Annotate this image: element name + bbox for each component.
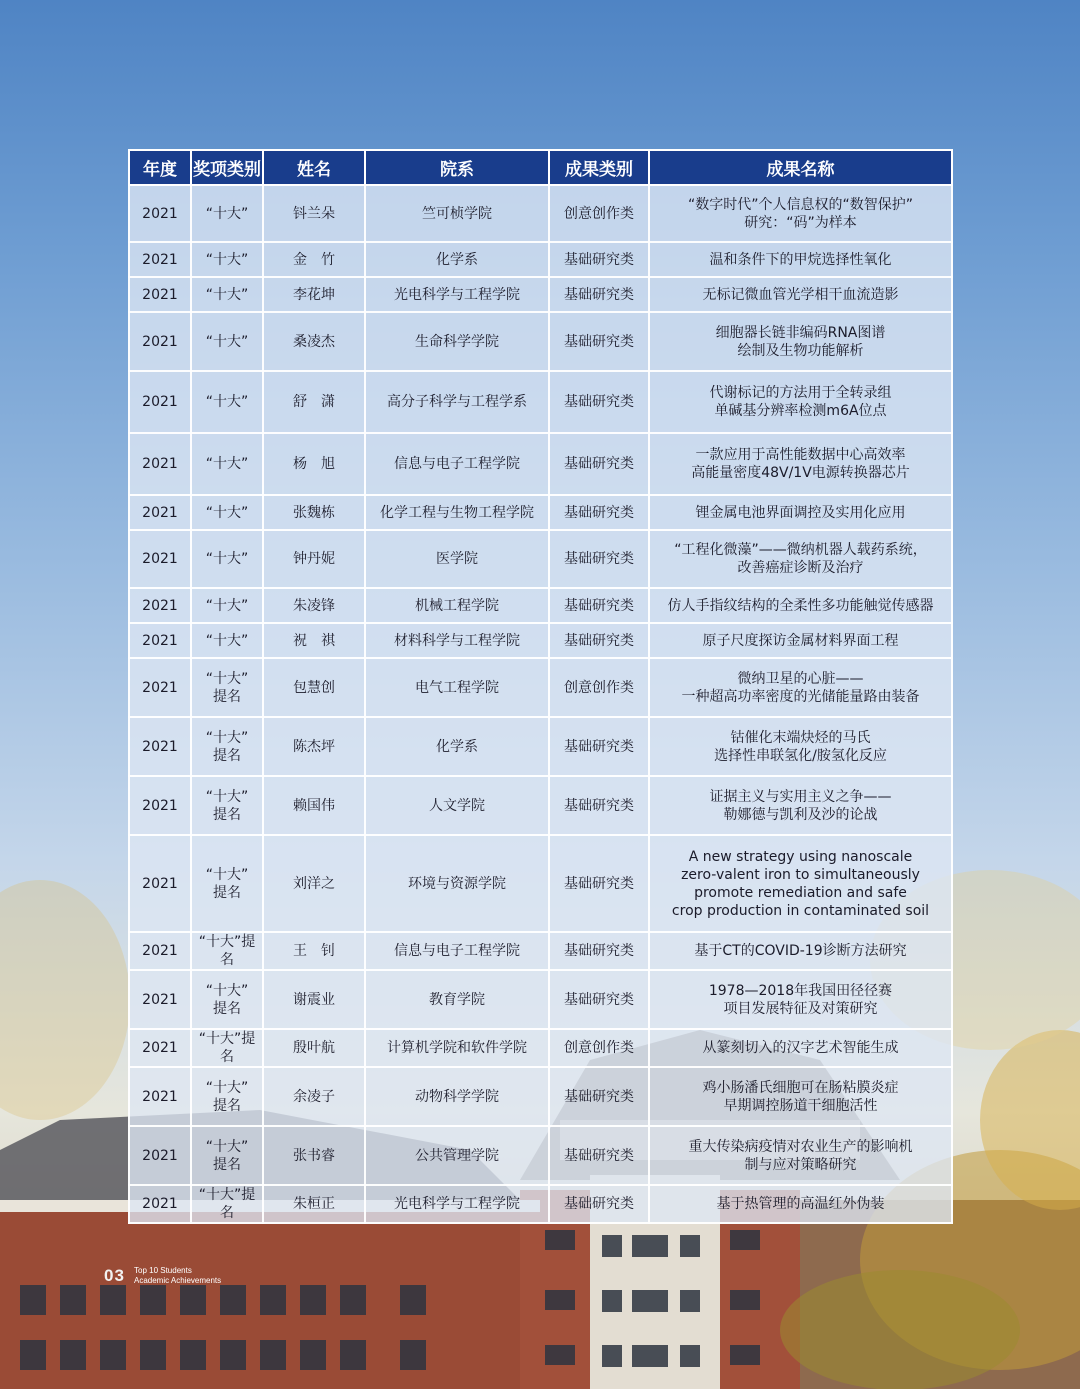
table-row	[129, 835, 952, 932]
cell-dept: 化学系	[365, 242, 549, 277]
cell-year: 2021	[129, 970, 191, 1029]
cell-year: 2021	[129, 623, 191, 658]
cell-name: 张魏栋	[263, 495, 365, 530]
cell-dept: 医学院	[365, 530, 549, 588]
cell-dept: 信息与电子工程学院	[365, 433, 549, 495]
cell-year: 2021	[129, 588, 191, 623]
cell-year: 2021	[129, 277, 191, 312]
achievements-table	[128, 149, 953, 1224]
cell-award: “十大”	[191, 433, 263, 495]
cell-type: 基础研究类	[549, 623, 649, 658]
table-row	[129, 495, 952, 530]
cell-dept: 公共管理学院	[365, 1126, 549, 1185]
table-row	[129, 185, 952, 242]
cell-award: “十大”提名	[191, 1185, 263, 1223]
cell-year: 2021	[129, 717, 191, 776]
cell-name: 余凌子	[263, 1067, 365, 1126]
cell-dept: 化学系	[365, 717, 549, 776]
table-row	[129, 932, 952, 970]
cell-type: 基础研究类	[549, 776, 649, 835]
cell-name: 李花坤	[263, 277, 365, 312]
table-row	[129, 277, 952, 312]
cell-award: “十大”	[191, 623, 263, 658]
cell-type: 基础研究类	[549, 371, 649, 433]
table-row	[129, 1067, 952, 1126]
footer-caption-line-2: Academic Achievements	[134, 1276, 222, 1285]
table-row	[129, 371, 952, 433]
cell-award: “十大” 提名	[191, 835, 263, 932]
table-row	[129, 776, 952, 835]
cell-dept: 动物科学学院	[365, 1067, 549, 1126]
cell-title: 鸡小肠潘氏细胞可在肠粘膜炎症 早期调控肠道干细胞活性	[649, 1067, 952, 1126]
cell-type: 基础研究类	[549, 588, 649, 623]
cell-name: 赖国伟	[263, 776, 365, 835]
cell-name: 包慧创	[263, 658, 365, 717]
cell-type: 基础研究类	[549, 433, 649, 495]
cell-type: 基础研究类	[549, 530, 649, 588]
table-row	[129, 433, 952, 495]
cell-title: 代谢标记的方法用于全转录组 单碱基分辨率检测m6A位点	[649, 371, 952, 433]
cell-dept: 竺可桢学院	[365, 185, 549, 242]
cell-name: 殷叶航	[263, 1029, 365, 1067]
cell-title: 原子尺度探访金属材料界面工程	[649, 623, 952, 658]
cell-type: 创意创作类	[549, 1029, 649, 1067]
table-row	[129, 658, 952, 717]
cell-award: “十大”	[191, 495, 263, 530]
table-header-row	[129, 150, 952, 185]
footer-caption-line-1: Top 10 Students	[134, 1266, 192, 1275]
cell-year: 2021	[129, 1126, 191, 1185]
cell-dept: 化学工程与生物工程学院	[365, 495, 549, 530]
cell-year: 2021	[129, 1185, 191, 1223]
cell-name: 钟丹妮	[263, 530, 365, 588]
cell-type: 基础研究类	[549, 495, 649, 530]
cell-title: 温和条件下的甲烷选择性氧化	[649, 242, 952, 277]
table-row	[129, 530, 952, 588]
cell-dept: 光电科学与工程学院	[365, 1185, 549, 1223]
cell-name: 祝 祺	[263, 623, 365, 658]
cell-name: 刘洋之	[263, 835, 365, 932]
cell-dept: 光电科学与工程学院	[365, 277, 549, 312]
cell-title: 无标记微血管光学相干血流造影	[649, 277, 952, 312]
cell-type: 基础研究类	[549, 835, 649, 932]
cell-year: 2021	[129, 433, 191, 495]
cell-type: 基础研究类	[549, 717, 649, 776]
footer-caption	[134, 1266, 221, 1286]
table-row	[129, 1029, 952, 1067]
cell-award: “十大”	[191, 185, 263, 242]
cell-name: 谢震业	[263, 970, 365, 1029]
table-row	[129, 242, 952, 277]
cell-type: 创意创作类	[549, 658, 649, 717]
cell-year: 2021	[129, 312, 191, 371]
cell-award: “十大” 提名	[191, 970, 263, 1029]
cell-type: 基础研究类	[549, 1067, 649, 1126]
cell-type: 基础研究类	[549, 242, 649, 277]
cell-dept: 材料科学与工程学院	[365, 623, 549, 658]
cell-type: 基础研究类	[549, 1126, 649, 1185]
cell-title: 基于CT的COVID-19诊断方法研究	[649, 932, 952, 970]
cell-title: “工程化微藻”——微纳机器人载药系统， 改善癌症诊断及治疗	[649, 530, 952, 588]
cell-title: 仿人手指纹结构的全柔性多功能触觉传感器	[649, 588, 952, 623]
cell-award: “十大” 提名	[191, 1126, 263, 1185]
cell-year: 2021	[129, 185, 191, 242]
cell-title: 证据主义与实用主义之争—— 勒娜德与凯利及沙的论战	[649, 776, 952, 835]
cell-name: 张书睿	[263, 1126, 365, 1185]
table-row	[129, 970, 952, 1029]
page-footer	[104, 1266, 324, 1292]
cell-name: 桑凌杰	[263, 312, 365, 371]
cell-title: 重大传染病疫情对农业生产的影响机 制与应对策略研究	[649, 1126, 952, 1185]
cell-name: 陈杰坪	[263, 717, 365, 776]
achievements-table-container	[128, 149, 951, 1224]
cell-year: 2021	[129, 835, 191, 932]
header-year: 年度	[129, 150, 191, 185]
cell-award: “十大” 提名	[191, 658, 263, 717]
cell-type: 基础研究类	[549, 970, 649, 1029]
cell-award: “十大”	[191, 371, 263, 433]
cell-year: 2021	[129, 932, 191, 970]
cell-dept: 环境与资源学院	[365, 835, 549, 932]
table-row	[129, 1126, 952, 1185]
cell-title: 一款应用于高性能数据中心高效率 高能量密度48V/1V电源转换器芯片	[649, 433, 952, 495]
table-row	[129, 1185, 952, 1223]
header-award-category: 奖项类别	[191, 150, 263, 185]
page-number: 03	[104, 1266, 125, 1285]
cell-name: 王 钊	[263, 932, 365, 970]
cell-name: 舒 潇	[263, 371, 365, 433]
cell-name: 朱凌锋	[263, 588, 365, 623]
cell-title: 从篆刻切入的汉字艺术智能生成	[649, 1029, 952, 1067]
cell-dept: 机械工程学院	[365, 588, 549, 623]
cell-year: 2021	[129, 371, 191, 433]
cell-award: “十大”提名	[191, 932, 263, 970]
cell-type: 基础研究类	[549, 277, 649, 312]
header-department: 院系	[365, 150, 549, 185]
cell-name: 朱桓正	[263, 1185, 365, 1223]
cell-type: 基础研究类	[549, 932, 649, 970]
cell-award: “十大” 提名	[191, 717, 263, 776]
cell-award: “十大”	[191, 277, 263, 312]
cell-year: 2021	[129, 1067, 191, 1126]
table-row	[129, 312, 952, 371]
cell-dept: 计算机学院和软件学院	[365, 1029, 549, 1067]
cell-year: 2021	[129, 242, 191, 277]
cell-award: “十大”	[191, 312, 263, 371]
table-row	[129, 588, 952, 623]
cell-dept: 人文学院	[365, 776, 549, 835]
cell-type: 基础研究类	[549, 1185, 649, 1223]
cell-title: 1978—2018年我国田径径赛 项目发展特征及对策研究	[649, 970, 952, 1029]
table-row	[129, 623, 952, 658]
cell-year: 2021	[129, 1029, 191, 1067]
cell-award: “十大” 提名	[191, 776, 263, 835]
cell-name: 杨 旭	[263, 433, 365, 495]
cell-title: 细胞器长链非编码RNA图谱 绘制及生物功能解析	[649, 312, 952, 371]
cell-type: 创意创作类	[549, 185, 649, 242]
cell-title: “数字时代”个人信息权的“数智保护” 研究：“码”为样本	[649, 185, 952, 242]
cell-year: 2021	[129, 776, 191, 835]
header-achievement-title: 成果名称	[649, 150, 952, 185]
cell-award: “十大”提名	[191, 1029, 263, 1067]
cell-title: 锂金属电池界面调控及实用化应用	[649, 495, 952, 530]
cell-title: 钴催化末端炔烃的马氏 选择性串联氢化/胺氢化反应	[649, 717, 952, 776]
cell-year: 2021	[129, 658, 191, 717]
cell-dept: 教育学院	[365, 970, 549, 1029]
table-row	[129, 717, 952, 776]
cell-dept: 电气工程学院	[365, 658, 549, 717]
header-name: 姓名	[263, 150, 365, 185]
cell-award: “十大” 提名	[191, 1067, 263, 1126]
cell-type: 基础研究类	[549, 312, 649, 371]
cell-year: 2021	[129, 530, 191, 588]
cell-dept: 高分子科学与工程学系	[365, 371, 549, 433]
cell-title: 微纳卫星的心脏—— 一种超高功率密度的光储能量路由装备	[649, 658, 952, 717]
cell-dept: 生命科学学院	[365, 312, 549, 371]
cell-dept: 信息与电子工程学院	[365, 932, 549, 970]
cell-title: A new strategy using nanoscale zero-valent iron to simultaneously promote remediation and safe crop production in contaminated soil	[649, 835, 952, 932]
cell-title: 基于热管理的高温红外伪装	[649, 1185, 952, 1223]
cell-award: “十大”	[191, 242, 263, 277]
cell-award: “十大”	[191, 588, 263, 623]
cell-award: “十大”	[191, 530, 263, 588]
cell-name: 金 竹	[263, 242, 365, 277]
cell-name: 钭兰朵	[263, 185, 365, 242]
header-achievement-type: 成果类别	[549, 150, 649, 185]
cell-year: 2021	[129, 495, 191, 530]
